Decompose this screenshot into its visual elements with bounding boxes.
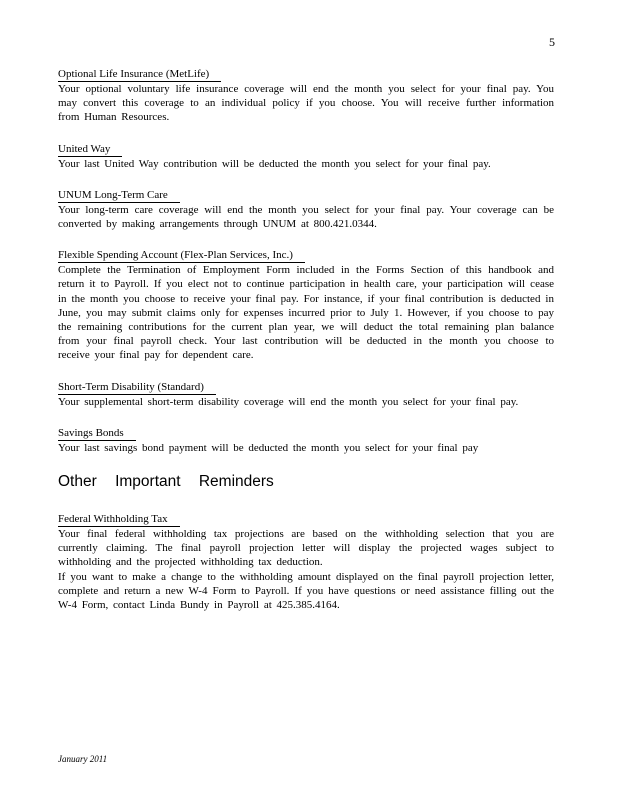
section-united-way [58,139,554,171]
section-heading: Optional Life Insurance (MetLife) [58,68,221,82]
section-savings-bonds [58,423,554,455]
section-heading: Savings Bonds [58,427,136,441]
section-federal-withholding [58,509,554,612]
section-heading: Federal Withholding Tax [58,513,180,527]
page-number: 5 [549,35,555,49]
page-content [58,64,554,626]
section-short-term-disability [58,377,554,409]
section-body: Your optional voluntary life insurance coverage will end the month you select for your final pay. You may convert this coverage to an individual policy if you choose. You will receive further information from Human Resources. [58,83,554,124]
section-heading: UNUM Long-Term Care [58,189,180,203]
section-body: Your long-term care coverage will end the month you select for your final pay. Your coverage can be converted by making arrangements through UNUM at 800.421.0344. [58,203,554,231]
section-flexible-spending [58,245,554,362]
section-optional-life [58,64,554,125]
section-unum-long-term-care [58,185,554,231]
reminders-title: Other Important Reminders [58,473,274,491]
section-body-para-1: Your final federal withholding tax projections are based on the withholding selection that you are currently claiming. The final payroll projection letter will display the projected wages subject to withholding and the projected withholding tax deduction. [58,528,554,569]
section-body: Your last United Way contribution will be deducted the month you select for your final pay. [58,157,491,170]
section-heading: United Way [58,143,122,157]
section-heading: Flexible Spending Account (Flex-Plan Services, Inc.) [58,249,305,263]
section-body: Complete the Termination of Employment Form included in the Forms Section of this handbook and return it to Payroll. If you elect not to continue participation in health care, your participation will cease in the month you choose to receive your final pay. For instance, if your final contribution is deducted in June, you may submit claims only for expenses incurred prior to July 1. However, if you choose to pay the remaining contributions for the current plan year, we will deduct the total remaining plan balance from your final payroll check. Your last contribution will be deducted in the month you choose to receive your final pay for dependent care. [58,264,554,362]
footer-date: January 2011 [58,754,108,764]
section-body: Your supplemental short-term disability coverage will end the month you select for your final pay. [58,395,519,408]
section-body-para-2: If you want to make a change to the withholding amount displayed on the final payroll projection letter, complete and return a new W-4 Form to Payroll. If you have questions or need assistance filling out the W-4 Form, contact Linda Bundy in Payroll at 425.385.4164. [58,570,554,612]
section-heading: Short-Term Disability (Standard) [58,381,216,395]
section-body: Your last savings bond payment will be deducted the month you select for your final pay [58,441,479,454]
